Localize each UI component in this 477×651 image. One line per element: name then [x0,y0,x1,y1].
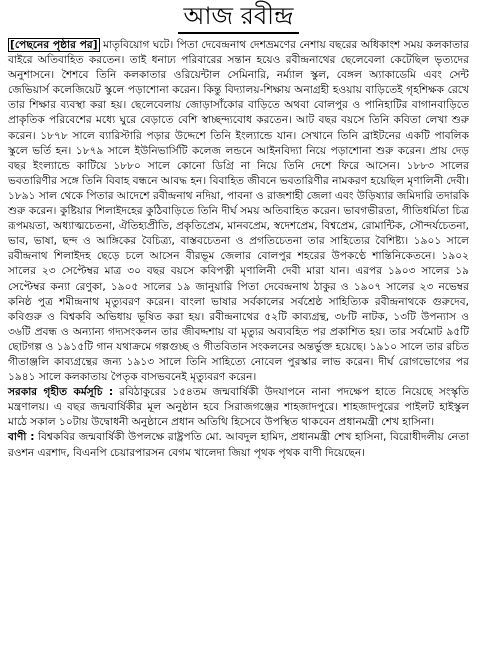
government-program-label: সরকার গৃহীত কর্মসূচি : [8,386,114,399]
headline: আজ রবীন্দ্র [178,0,300,34]
government-program-text: রবিঠাকুরের ১৫৪তম জন্মবার্ষিকী উদযাপনে নানা পদক্ষেপ হাতে নিয়েছে সংস্কৃতি মন্ত্রণালয়। এ বছর জন্মবার্ষিকীর মূল অনুষ্ঠান হবে সিরাজগঞ্জের শাহজাদপুরে। শাহজাদপুরের পাইলট হাইস্কুল মাঠে সকাল ১০টায় উদ্বোধনী অনুষ্ঠানে প্রধান অতিথি হিসেবে উপস্থিত থাকবেন প্রধানমন্ত্রী শেখ হাসিনা। [8,386,469,429]
government-program-paragraph [8,385,469,430]
main-paragraph [8,38,469,385]
continued-from-back-page-label: [পেছনের পৃষ্ঠার পর] [10,39,98,51]
main-paragraph-text: মাতৃবিয়োগ ঘটে। পিতা দেবেন্দ্রনাথ দেশভ্রমণের নেশায় বছরের অধিকাংশ সময় কলকাতার বাইরে অতিবাহিত করতেন। তাই ধনাঢ্য পরিবারের সন্তান হয়েও রবীন্দ্রনাথের ছেলেবেলা কেটেছিল ভৃত্যদের অনুশাসনে। শৈশবে তিনি কলকাতার ওরিয়েন্টাল সেমিনারি, নর্ম্যাল স্কুল, বেঙ্গল অ্যাকাডেমি এবং সেন্ট জেভিয়ার্স কলেজিয়েট স্কুলে পড়াশোনা করেন। কিন্তু বিদ্যালয়-শিক্ষায় অনাগ্রহী হওয়ায় বাড়িতেই গৃহশিক্ষক রেখে তার শিক্ষার ব্যবস্থা করা হয়। ছেলেবেলায় জোড়াসাঁকোর বাড়িতে অথবা বোলপুর ও পানিহাটির বাগানবাড়িতে প্রাকৃতিক পরিবেশের মধ্যে ঘুরে বেড়াতে বেশি স্বাচ্ছন্দ্যবোধ করতেন। আট বছর বয়সে তিনি কবিতা লেখা শুরু করেন। ১৮৭৮ সালে ব্যারিস্টারি পড়ার উদ্দেশে তিনি ইংল্যান্ডে যান। সেখানে তিনি ব্রাইটনের একটি পাবলিক স্কুলে ভর্তি হন। ১৮৭৯ সালে ইউনিভার্সিটি কলেজ লন্ডনে আইনবিদ্যা নিয়ে পড়াশোনা শুরু করেন। প্রায় দেড় বছর ইংল্যান্ডে কাটিয়ে ১৮৮০ সালে কোনো ডিগ্রি না নিয়ে তিনি দেশে ফিরে আসেন। ১৮৮৩ সালের ভবতারিণীর সঙ্গে তিনি বিবাহ বন্ধনে আবদ্ধ হন। বিবাহিত জীবনে ভবতারিণীর নামকরণ হয়েছিল মৃণালিনী দেবী। ১৮৯১ সাল থেকে পিতার আদেশে রবীন্দ্রনাথ নদিয়া, পাবনা ও রাজশাহী জেলা এবং উড়িষ্যার জমিদারি তদারকি শুরু করেন। কুষ্টিয়ার শিলাইদহের কুঠিবাড়িতে তিনি দীর্ঘ সময় অতিবাহিত করেন। ভাবগভীরতা, গীতিধর্মিতা চিত্র রূপময়তা, অধ্যাত্মচেতনা, ঐতিহ্যপ্রীতি, প্রকৃতিপ্রেম, মানবপ্রেম, স্বদেশপ্রেম, বিশ্বপ্রেম, রোমান্টিক, সৌন্দর্যচেতনা, ভাব, ভাষা, ছন্দ ও আঙ্গিকের বৈচিত্র্য, বাস্তবচেতনা ও প্রগতিচেতনা তার সাহিত্যের বৈশিষ্ট্য। ১৯০১ সালে রবীন্দ্রনাথ শিলাইদহ ছেড়ে চলে আসেন বীরভূম জেলার বোলপুর শহরের উপকণ্ঠে শান্তিনিকেতনে। ১৯০২ সালের ২৩ সেপ্টেম্বর মাত্র ৩০ বছর বয়সে কবিপত্নী মৃণালিনী দেবী মারা যান। এরপর ১৯০৩ সালের ১৯ সেপ্টেম্বর কন্যা রেণুকা, ১৯০৫ সালের ১৯ জানুয়ারি পিতা দেবেন্দ্রনাথ ঠাকুর ও ১৯০৭ সালের ২৩ নভেম্বর কনিষ্ঠ পুত্র শমীন্দ্রনাথ মৃত্যুবরণ করেন। বাংলা ভাষার সর্বকালের সর্বশ্রেষ্ঠ সাহিত্যিক রবীন্দ্রনাথকে গুরুদেব, কবিগুরু ও বিশ্বকবি অভিধায় ভূষিত করা হয়। রবীন্দ্রনাথের ৫২টি কাব্যগ্রন্থ, ৩৮টি নাটক, ১৩টি উপন্যাস ও ৩৬টি প্রবন্ধ ও অন্যান্য গদ্যসংকলন তার জীবদ্দশায় বা মৃত্যুর অব্যবহিত পর প্রকাশিত হয়। তার সর্বমোট ৯৫টি ছোটগল্প ও ১৯১৫টি গান যথাক্রমে গল্পগুচ্ছ ও গীতবিতান সংকলনের অন্তর্ভুক্ত হয়েছে। ১৯১০ সালে তার রচিত গীতাঞ্জলি কাব্যগ্রন্থের জন্য ১৯১৩ সালে তিনি সাহিত্যে নোবেল পুরস্কার লাভ করেন। দীর্ঘ রোগভোগের পর ১৯৪১ সালে কলকাতায় পৈতৃক বাসভবনেই মৃত্যুবরণ করেন। [8,39,469,384]
message-paragraph [8,430,469,460]
message-label: বাণী : [8,431,35,444]
article-body [8,38,469,461]
headline-area [0,0,477,36]
message-text: বিশ্বকবির জন্মবার্ষিকী উপলক্ষে রাষ্ট্রপতি মো. আবদুল হামিদ, প্রধানমন্ত্রী শেখ হাসিনা, বিরোধীদলীয় নেতা রওশন এরশাদ, বিএনপি চেয়ারপারসন বেগম খালেদা জিয়া পৃথক পৃথক বাণী দিয়েছেন। [8,431,469,459]
